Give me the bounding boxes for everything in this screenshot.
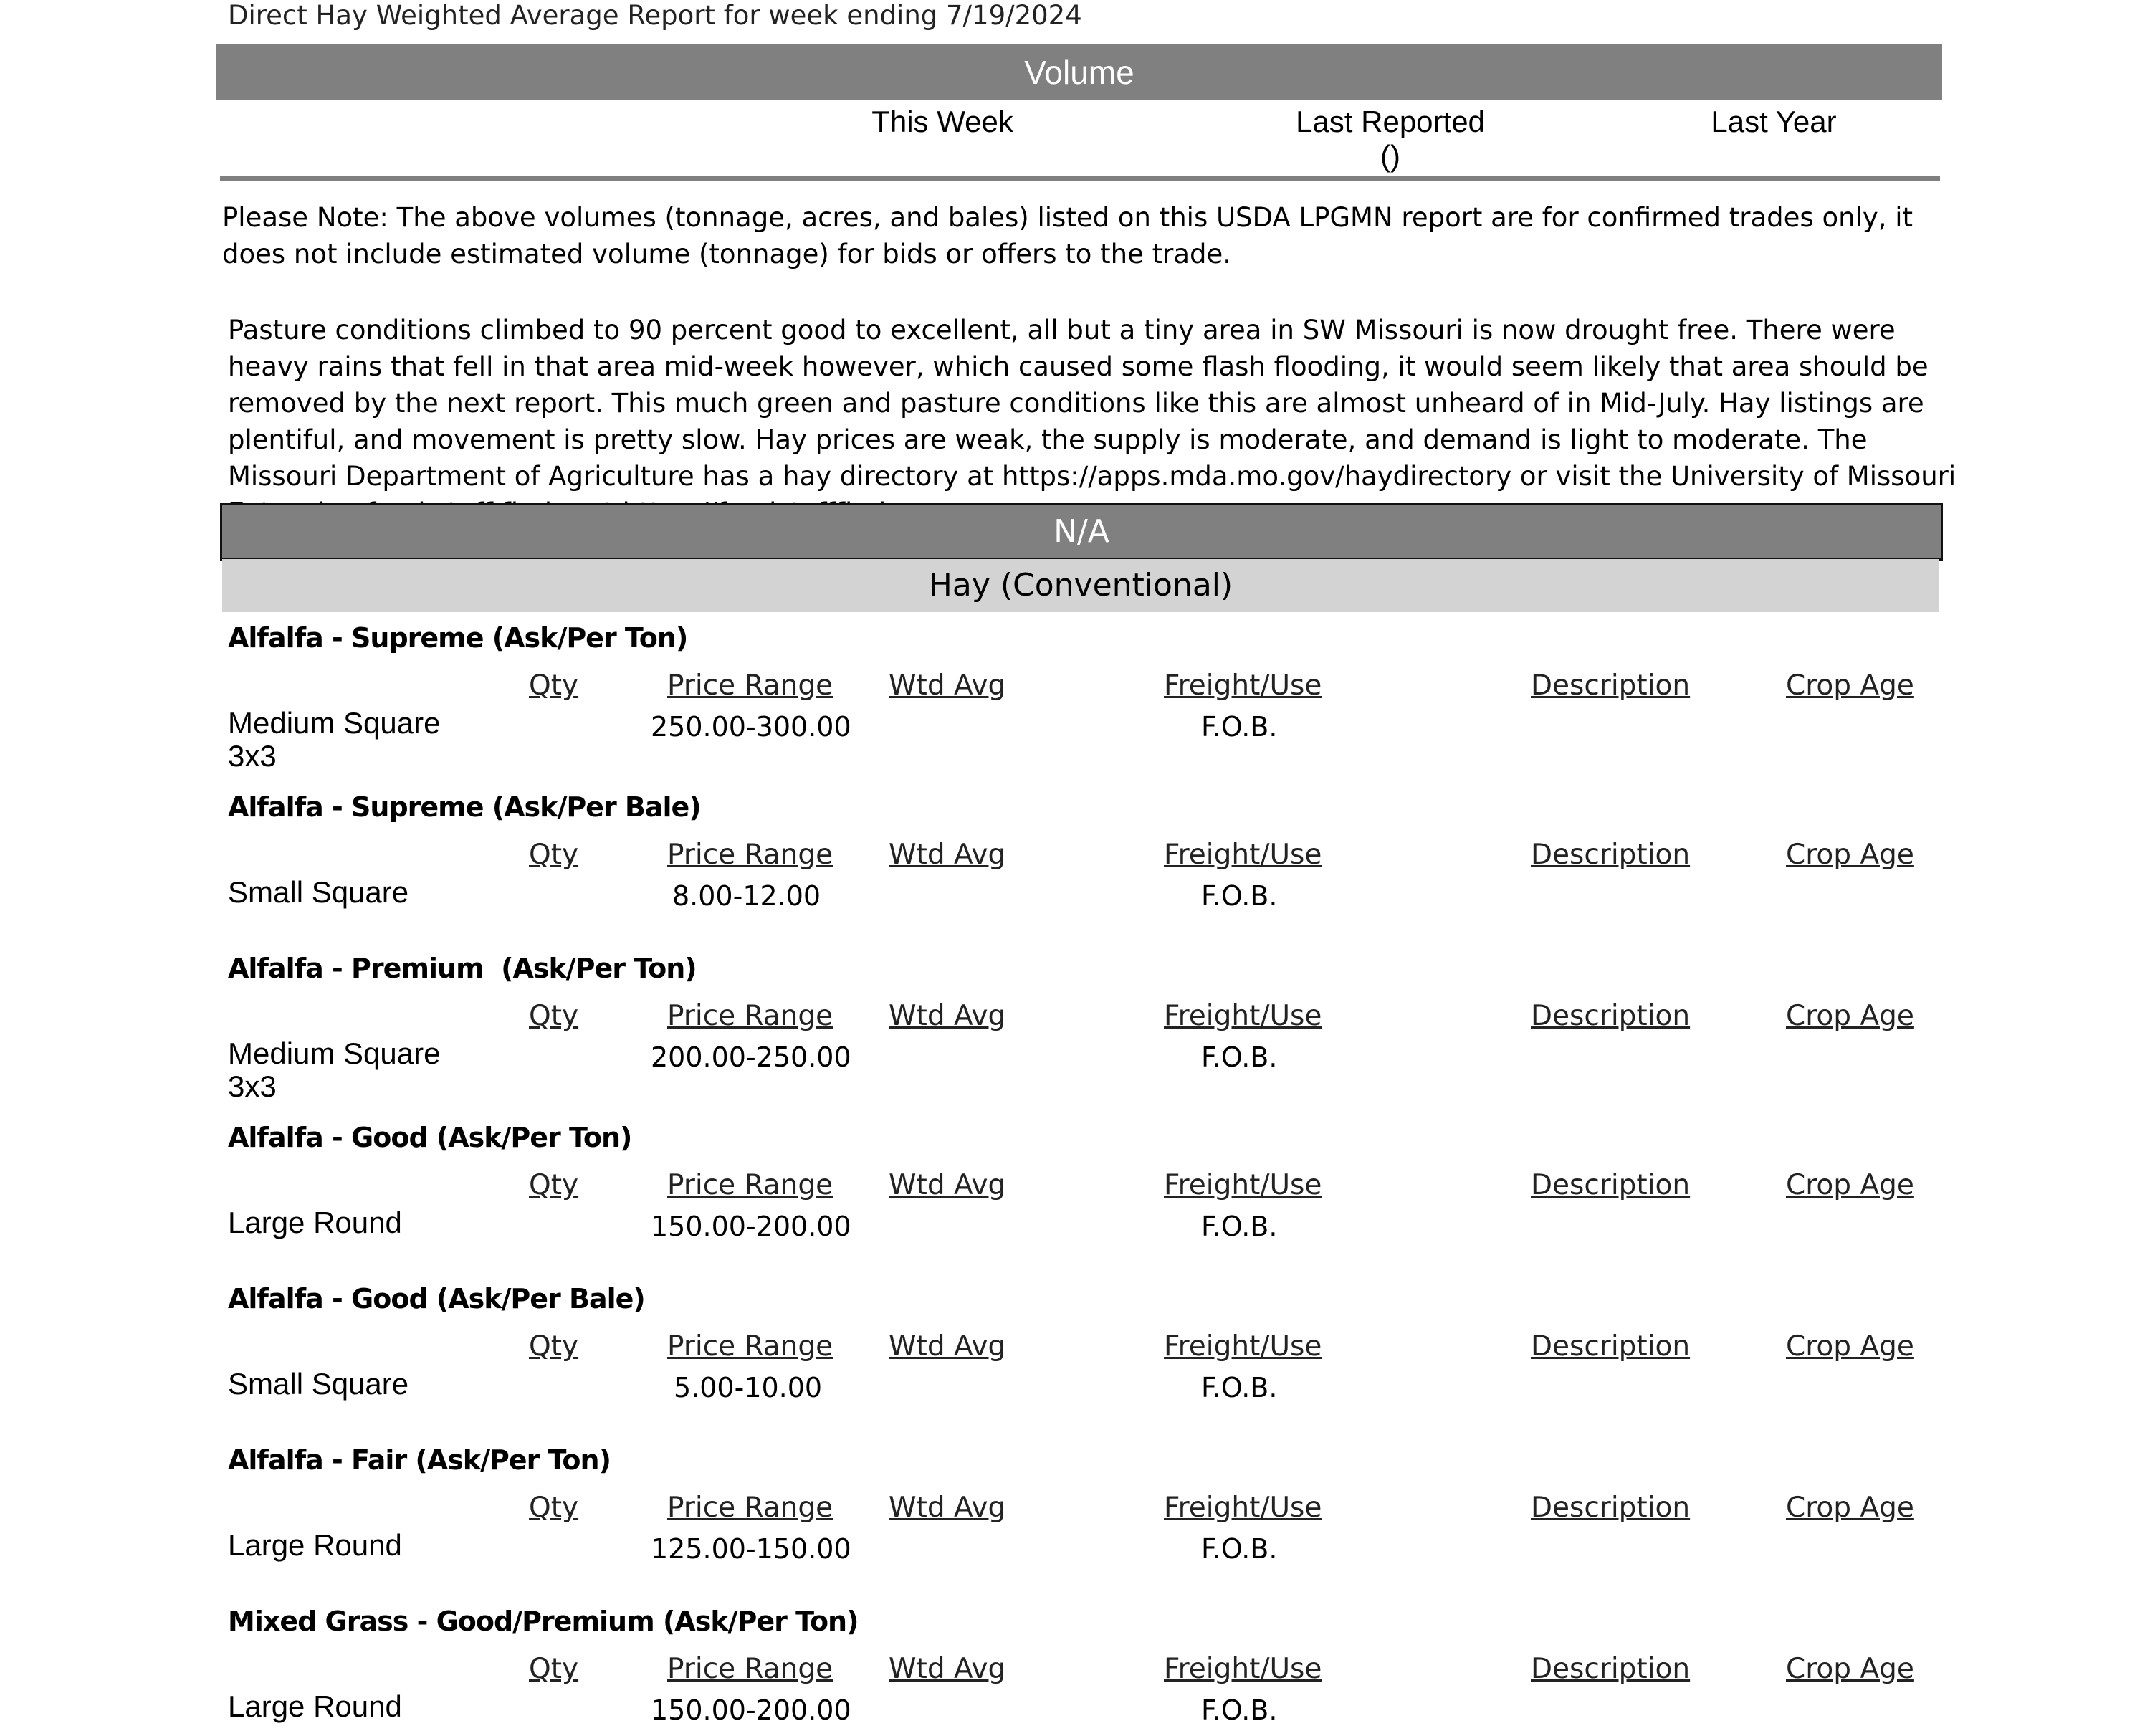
col-price-range: Price Range — [667, 1169, 833, 1201]
col-wtd-avg: Wtd Avg — [889, 839, 1006, 871]
col-crop-age: Crop Age — [1786, 1330, 1914, 1363]
volume-last-reported-paren: () — [1380, 139, 1400, 173]
price-range-value: 5.00-10.00 — [674, 1372, 823, 1403]
section-title: Alfalfa - Fair (Ask/Per Ton) — [228, 1444, 611, 1476]
report-title: Direct Hay Weighted Average Report for week ending 7/19/2024 — [228, 0, 1082, 31]
col-wtd-avg: Wtd Avg — [889, 1169, 1006, 1201]
volume-this-week: This Week — [871, 105, 1013, 138]
category-bar: Hay (Conventional) — [222, 559, 1939, 612]
col-price-range: Price Range — [667, 839, 833, 871]
price-range-value: 8.00-12.00 — [672, 880, 821, 912]
freight-value: F.O.B. — [1201, 1694, 1278, 1726]
market-narrative: Pasture conditions climbed to 90 percent good to excellent, all but a tiny area in SW Missouri is now drought free. There were heavy rains that fell in that area mid-week however, which caused some flash flooding, it would seem likely that area should be removed by the next report. This much green and pasture conditions like this are almost unheard of in Mid-July. Hay listings are plentiful, and movement is pretty slow. Hay prices are weak, the supply is moderate, and demand is light to moderate. The Missouri Department of Agriculture has a hay directory at https://apps.mda.mo.gov/haydirectory or visit the University of Missouri — [228, 315, 1956, 492]
col-price-range: Price Range — [667, 1492, 833, 1524]
col-qty: Qty — [529, 669, 579, 702]
col-crop-age: Crop Age — [1786, 1653, 1914, 1685]
section-title: Alfalfa - Supreme (Ask/Per Ton) — [228, 622, 688, 654]
section-title: Mixed Grass - Good/Premium (Ask/Per Ton) — [228, 1606, 859, 1637]
freight-value: F.O.B. — [1201, 1211, 1278, 1242]
col-freight: Freight/Use — [1164, 1492, 1322, 1524]
price-section — [0, 1444, 2150, 1613]
col-crop-age: Crop Age — [1786, 1000, 1914, 1032]
col-qty: Qty — [529, 1653, 579, 1685]
col-crop-age: Crop Age — [1786, 1169, 1914, 1201]
col-wtd-avg: Wtd Avg — [889, 1000, 1006, 1032]
col-description: Description — [1531, 1330, 1691, 1363]
col-description: Description — [1531, 1000, 1691, 1032]
volume-last-reported: Last Reported — [1296, 105, 1485, 138]
price-range-value: 200.00-250.00 — [651, 1041, 851, 1073]
col-freight: Freight/Use — [1164, 1169, 1322, 1201]
col-qty: Qty — [529, 1000, 579, 1032]
col-freight: Freight/Use — [1164, 1653, 1322, 1685]
price-range-value: 150.00-200.00 — [651, 1694, 851, 1726]
col-description: Description — [1531, 1653, 1691, 1685]
col-wtd-avg: Wtd Avg — [889, 669, 1006, 702]
product-name: Large Round — [228, 1689, 402, 1723]
col-price-range: Price Range — [667, 1000, 833, 1032]
price-section — [0, 1283, 2150, 1452]
price-section — [0, 622, 2150, 791]
col-description: Description — [1531, 669, 1691, 702]
product-name: Large Round — [228, 1206, 402, 1239]
col-qty: Qty — [529, 1330, 579, 1363]
col-wtd-avg: Wtd Avg — [889, 1653, 1006, 1685]
product-name: Small Square — [228, 875, 409, 909]
price-section — [0, 791, 2150, 960]
product-name: Small Square — [228, 1367, 409, 1401]
region-bar: N/A — [220, 503, 1943, 561]
price-section — [0, 1606, 2150, 1736]
freight-value: F.O.B. — [1201, 1372, 1278, 1403]
price-range-value: 250.00-300.00 — [651, 711, 851, 743]
col-crop-age: Crop Age — [1786, 839, 1914, 871]
col-price-range: Price Range — [667, 1330, 833, 1363]
price-section — [0, 1122, 2150, 1291]
col-qty: Qty — [529, 839, 579, 871]
product-name: Large Round — [228, 1528, 402, 1562]
col-freight: Freight/Use — [1164, 1330, 1322, 1363]
price-range-value: 125.00-150.00 — [651, 1533, 851, 1565]
col-crop-age: Crop Age — [1786, 669, 1914, 702]
section-title: Alfalfa - Good (Ask/Per Ton) — [228, 1122, 632, 1153]
freight-value: F.O.B. — [1201, 711, 1278, 743]
volume-divider — [220, 176, 1940, 181]
col-description: Description — [1531, 1492, 1691, 1524]
col-crop-age: Crop Age — [1786, 1492, 1914, 1524]
col-wtd-avg: Wtd Avg — [889, 1330, 1006, 1363]
col-description: Description — [1531, 1169, 1691, 1201]
col-price-range: Price Range — [667, 1653, 833, 1685]
price-section — [0, 953, 2150, 1122]
volume-last-year: Last Year — [1711, 105, 1837, 138]
col-price-range: Price Range — [667, 669, 833, 702]
product-name: Medium Square 3x3 — [228, 1036, 441, 1103]
price-range-value: 150.00-200.00 — [651, 1211, 851, 1242]
col-freight: Freight/Use — [1164, 839, 1322, 871]
volume-note: Please Note: The above volumes (tonnage, acres, and bales) listed on this USDA LPGMN report are for confirmed trades only, it does not include estimated volume (tonnage) for bids or offers to the trade. — [222, 202, 1914, 270]
col-qty: Qty — [529, 1492, 579, 1524]
volume-header-bar: Volume — [216, 44, 1942, 100]
col-wtd-avg: Wtd Avg — [889, 1492, 1006, 1524]
col-freight: Freight/Use — [1164, 669, 1322, 702]
section-title: Alfalfa - Good (Ask/Per Bale) — [228, 1283, 645, 1315]
col-description: Description — [1531, 839, 1691, 871]
freight-value: F.O.B. — [1201, 880, 1278, 912]
section-title: Alfalfa - Premium (Ask/Per Ton) — [228, 953, 697, 984]
freight-value: F.O.B. — [1201, 1533, 1278, 1565]
section-title: Alfalfa - Supreme (Ask/Per Bale) — [228, 791, 701, 823]
col-freight: Freight/Use — [1164, 1000, 1322, 1032]
freight-value: F.O.B. — [1201, 1041, 1278, 1073]
col-qty: Qty — [529, 1169, 579, 1201]
product-name: Medium Square 3x3 — [228, 706, 441, 773]
